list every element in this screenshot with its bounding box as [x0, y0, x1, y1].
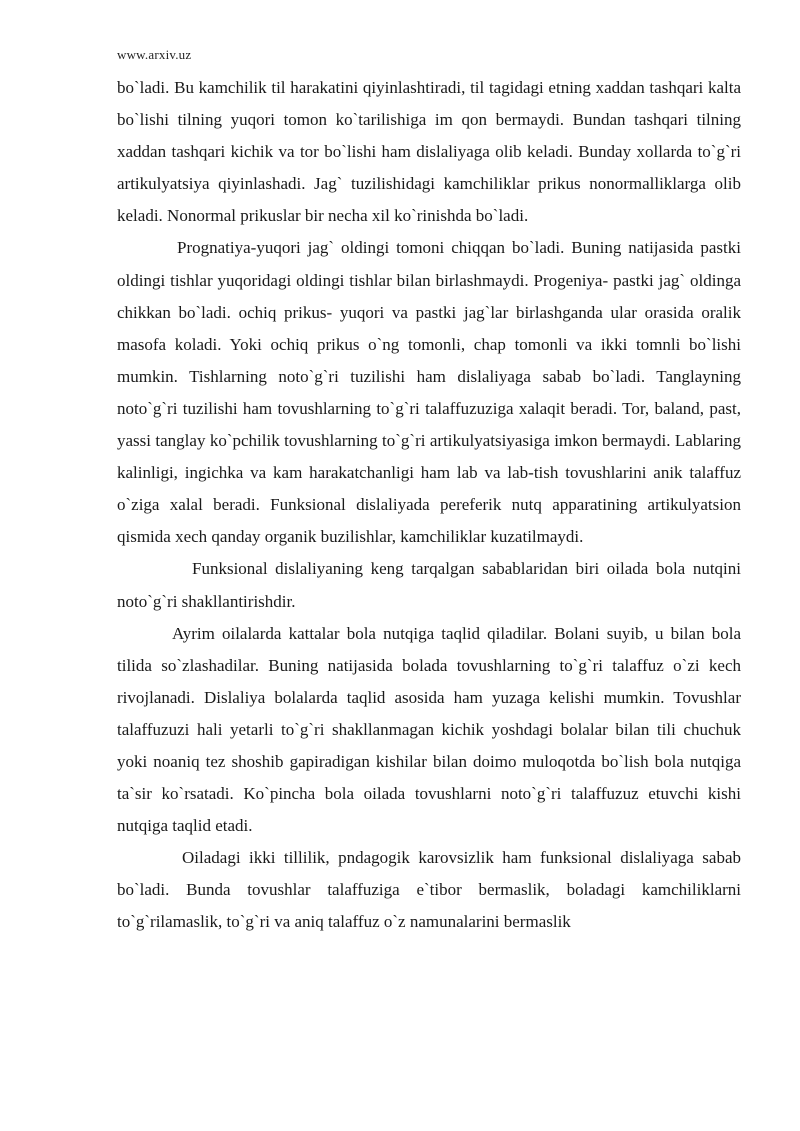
paragraph-bilingualism: Oiladagi ikki tillilik, pndagogik karovsizlik ham funksional dislaliyaga sabab bo`ladi. Bunda tovushlar talaffuziga e`tibor bermaslik, boladagi kamchiliklarni to`g`rilamaslik, to`g`ri va aniq talaffuz o`z namunalarini bermaslik — [117, 848, 741, 932]
paragraph-tongue-jaw-defects: bo`ladi. Bu kamchilik til harakatini qiyinlashtiradi, til tagidagi etning xaddan tashqari kalta bo`lishi tilning yuqori tomon ko`tarilishiga im qon bermaydi. Bundan tashqari tilning xaddan tashqari kichik va tor bo`lishi ham dislaliyaga olib keladi. Bunday xollarda to`g`ri artikulyatsiya qiyinlashadi. Jag` tuzilishidagi kamchiliklar prikus nonormalliklarga olib keladi. Nonormal prikuslar bir necha xil ko`rinishda bo`ladi. — [117, 78, 741, 226]
paragraph-functional-dyslalia-cause: Funksional dislaliyaning keng tarqalgan sabablaridan biri oilada bola nutqini noto`g`ri shakllantirishdir. — [117, 559, 741, 611]
paragraph-prognathia: Prognatiya-yuqori jag` oldingi tomoni chiqqan bo`ladi. Buning natijasida pastki oldingi tishlar yuqoridagi oldingi tishlar bilan birlashmaydi. Progeniya- pastki jag` oldinga chikkan bo`ladi. ochiq prikus- yuqori va pastki jag`lar birlashganda ular orasida oralik masofa koladi. Yoki ochiq prikus o`ng tomonli, chap tomonli va ikki tomnli bo`lishi mumkin. Tishlarning noto`g`ri tuzilishi ham dislaliyaga sabab bo`ladi. Tanglayning noto`g`ri tuzilishi ham tovushlarning to`g`ri talaffuzuziga xalaqit beradi. Tor, baland, past, yassi tanglay ko`pchilik tovushlarning to`g`ri artikulyatsiyasiga imkon bermaydi. Lablaring kalinligi, ingichka va kam harakatchanligi ham lab va lab-tish tovushlarini anik talaffuz o`ziga xalal beradi. Funksional dislaliyada pereferik nutq apparatining artikulyatsion qismida xech qanday organik buzilishlar, kamchiliklar kuzatilmaydi. — [117, 238, 741, 547]
paragraph-family-imitation: Ayrim oilalarda kattalar bola nutqiga taqlid qiladilar. Bolani suyib, u bilan bola tilida so`zlashadilar. Buning natijasida bolada tovushlarning to`g`ri talaffuz o`zi kech rivojlanadi. Dislaliya bolalarda taqlid asosida ham yuzaga kelishi mumkin. Tovushlar talaffuzuzi hali yetarli to`g`ri shakllanmagan kichik yoshdagi bolalar bilan tili chuchuk yoki noaniq tez shoshib gapiradigan kishilar bilan doimo muloqotda bo`lish bola nutqiga ta`sir ko`rsatadi. Ko`pincha bola oilada tovushlarni noto`g`ri talaffuzuz etuvchi kishi nutqiga taqlid etadi. — [117, 623, 741, 836]
site-header: www.arxiv.uz — [117, 47, 192, 62]
page-body — [117, 72, 741, 939]
